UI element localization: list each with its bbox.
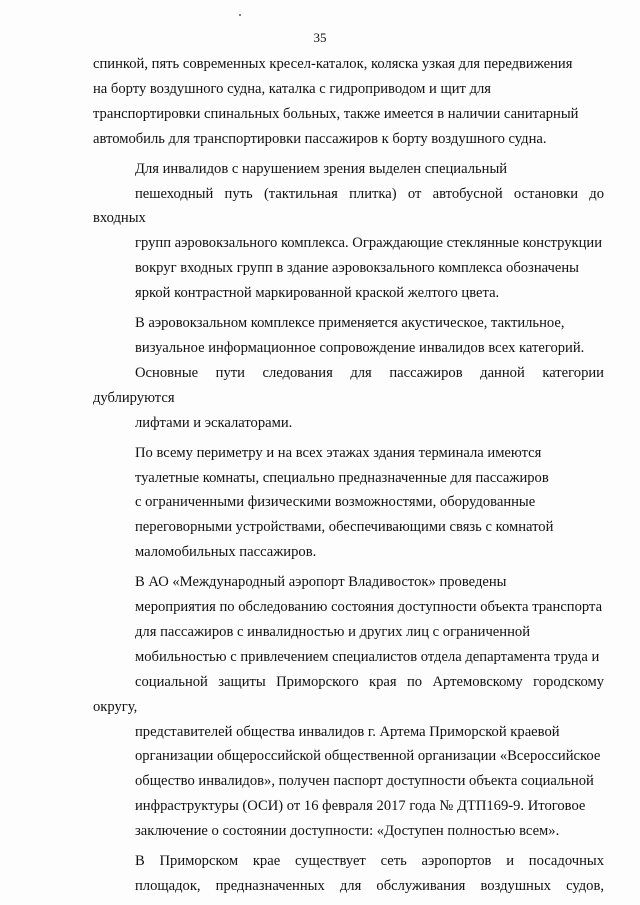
text-line: мероприятия по обследованию состояния доступности объекта транспорта <box>135 599 603 616</box>
text-line: спинкой, пять современных кресел-каталок, коляска узкая для передвижения <box>93 56 573 72</box>
paragraph-visual-impairment <box>93 157 604 306</box>
text-line: на борту воздушного судна, каталка с гидроприводом и щит для <box>93 80 491 97</box>
text-line: лифтами и эскалаторами. <box>135 414 293 431</box>
text-line: для пассажиров с инвалидностью и других лиц с ограниченной <box>135 623 531 640</box>
text-line: социальной защиты Приморского края по Артемовскому городскому округу, <box>93 673 604 715</box>
page-number: 35 <box>313 30 327 45</box>
text-line: Основные пути следования для пассажиров данной категории дублируются <box>93 364 604 406</box>
text-line: Для инвалидов с нарушением зрения выделен специальный <box>135 160 508 177</box>
text-line: заключение о состоянии доступности: «Доступен полностью всем». <box>135 823 560 840</box>
text-line: транспортировки спинальных больных, также имеется в наличии санитарный <box>93 105 579 122</box>
text-line: организации общероссийской общественной организации «Всероссийское <box>135 748 601 765</box>
text-line: В Приморском крае существует сеть аэропортов и посадочных <box>135 853 604 870</box>
text-line: В аэровокзальном комплексе применяется акустическое, тактильное, <box>135 315 565 332</box>
text-line: переговорными устройствами, обеспечивающими связь с комнатой <box>135 519 554 536</box>
text-line: инфраструктуры (ОСИ) от 16 февраля 2017 года № ДТП169-9. Итоговое <box>135 798 586 815</box>
text-line: вокруг входных групп в здание аэровокзального комплекса обозначены <box>135 260 579 277</box>
text-line: общество инвалидов», получен паспорт доступности объекта социальной <box>135 773 594 790</box>
text-line: По всему периметру и на всех этажах здания терминала имеются <box>135 444 542 461</box>
paragraph-restrooms <box>93 441 604 566</box>
paragraph-accessibility-survey <box>93 570 604 844</box>
text-line: площадок, предназначенных для обслуживания воздушных судов, <box>135 878 604 894</box>
text-line: визуальное информационное сопровождение инвалидов всех категорий. <box>135 339 585 356</box>
text-line: В АО «Международный аэропорт Владивосток» проведены <box>135 574 507 591</box>
paragraph-airport-network <box>93 849 604 899</box>
text-line: мобильностью с привлечением специалистов отдела департамента труда и <box>135 648 600 665</box>
text-line: яркой контрастной маркированной краской желтого цвета. <box>135 285 500 302</box>
paragraph-information-support <box>93 311 604 436</box>
text-line: с ограниченными физическими возможностями, оборудованные <box>135 494 536 511</box>
text-line: автомобиль для транспортировки пассажиров к борту воздушного судна. <box>93 130 547 147</box>
paragraph-equipment <box>93 52 604 152</box>
text-line: туалетные комнаты, специально предназначенные для пассажиров <box>135 469 549 486</box>
text-line: представителей общества инвалидов г. Артема Приморской краевой <box>135 723 560 740</box>
text-line: пешеходный путь (тактильная плитка) от автобусной остановки до входных <box>93 185 604 227</box>
text-line: маломобильных пассажиров. <box>135 544 317 561</box>
text-line: групп аэровокзального комплекса. Ограждающие стеклянные конструкции <box>135 235 603 252</box>
scan-speck <box>239 14 241 16</box>
document-body <box>93 52 604 904</box>
